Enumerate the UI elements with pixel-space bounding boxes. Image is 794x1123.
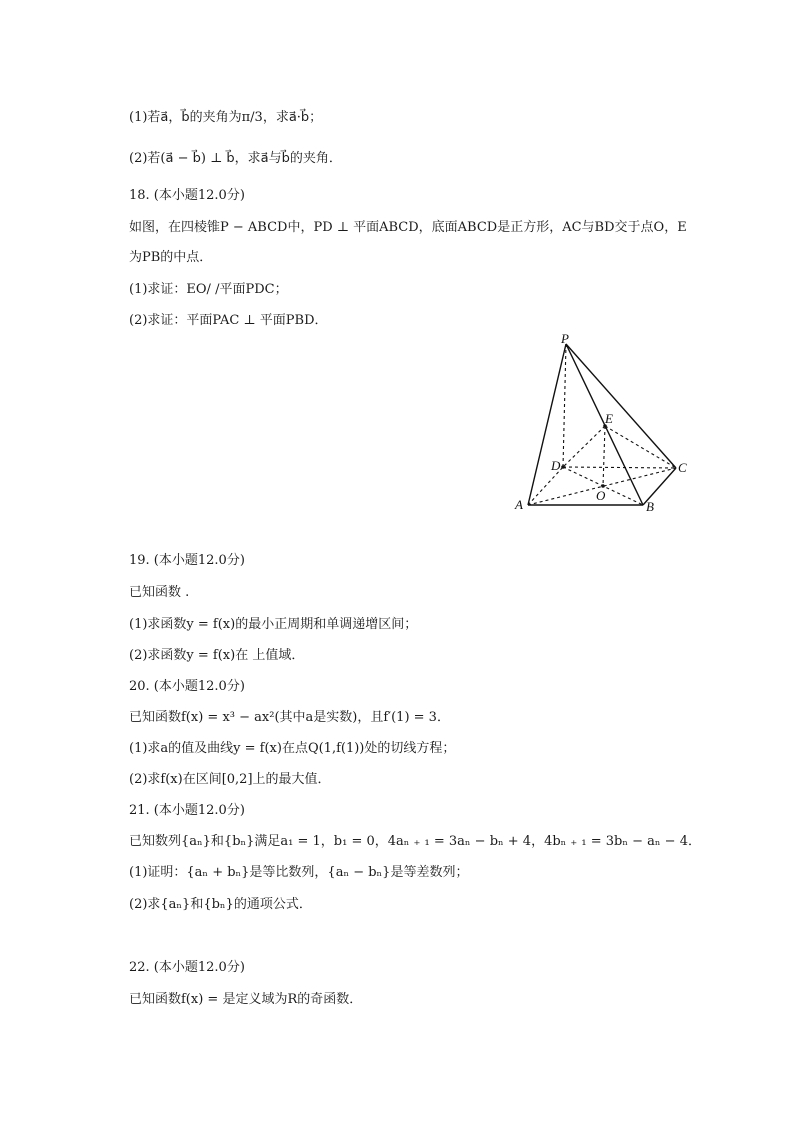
q18-part-2: (2)求证：平面PAC ⊥ 平面PBD． bbox=[129, 313, 328, 328]
edge-PC bbox=[566, 344, 676, 468]
q20-stem: 已知函数f(x) = x³ − ax²(其中a是实数)，且f′(1) = 3． bbox=[129, 710, 450, 725]
q21-part-2: (2)求{aₙ}和{bₙ}的通项公式． bbox=[129, 897, 312, 912]
q20-header: 20. (本小题12.0分) bbox=[129, 679, 245, 694]
seg-EO bbox=[603, 426, 605, 486]
edge-DC bbox=[563, 467, 676, 468]
pyramid-figure bbox=[508, 330, 698, 520]
label-D: D bbox=[551, 458, 561, 473]
label-O: O bbox=[596, 488, 606, 503]
label-A: A bbox=[515, 497, 523, 512]
line-q17-2: (2)若(a⃗ − b⃗) ⊥ b⃗，求a⃗与b⃗的夹角． bbox=[129, 151, 342, 166]
edge-PA bbox=[528, 344, 566, 505]
q18-header: 18. (本小题12.0分) bbox=[129, 188, 245, 203]
q20-part-1: (1)求a的值及曲线y = f(x)在点Q(1,f(1))处的切线方程； bbox=[129, 741, 456, 756]
q19-stem: 已知函数 . bbox=[129, 585, 190, 600]
q20-part-2: (2)求f(x)在区间[0,2]上的最大值． bbox=[129, 772, 331, 787]
q19-part-2: (2)求函数y = f(x)在 上值域． bbox=[129, 648, 305, 663]
q22-stem: 已知函数f(x) = 是定义域为R的奇函数． bbox=[129, 992, 363, 1007]
q18-stem-2: 为PB的中点． bbox=[129, 250, 213, 265]
q21-header: 21. (本小题12.0分) bbox=[129, 803, 245, 818]
q19-header: 19. (本小题12.0分) bbox=[129, 553, 245, 568]
q19-part-1: (1)求函数y = f(x)的最小正周期和单调递增区间； bbox=[129, 617, 418, 632]
label-P: P bbox=[561, 331, 569, 346]
label-B: B bbox=[646, 499, 654, 514]
seg-ED bbox=[563, 426, 605, 467]
q18-part-1: (1)求证：EO/ /平面PDC； bbox=[129, 282, 288, 297]
point-D bbox=[561, 465, 565, 469]
edge-PD bbox=[563, 344, 566, 467]
line-q17-1: (1)若a⃗，b⃗的夹角为π/3，求a⃗·b⃗； bbox=[129, 110, 323, 125]
q18-stem-1: 如图，在四棱锥P − ABCD中，PD ⊥ 平面ABCD，底面ABCD是正方形，AC与BD交于点O，E bbox=[129, 220, 687, 235]
q21-part-1: (1)证明：{aₙ + bₙ}是等比数列，{aₙ − bₙ}是等差数列； bbox=[129, 865, 469, 880]
label-C: C bbox=[678, 460, 687, 475]
q22-header: 22. (本小题12.0分) bbox=[129, 960, 245, 975]
q21-stem: 已知数列{aₙ}和{bₙ}满足a₁ = 1，b₁ = 0，4aₙ ₊ ₁ = 3aₙ − bₙ + 4，4bₙ ₊ ₁ = 3bₙ − aₙ − 4． bbox=[129, 834, 701, 849]
label-E: E bbox=[605, 411, 613, 426]
